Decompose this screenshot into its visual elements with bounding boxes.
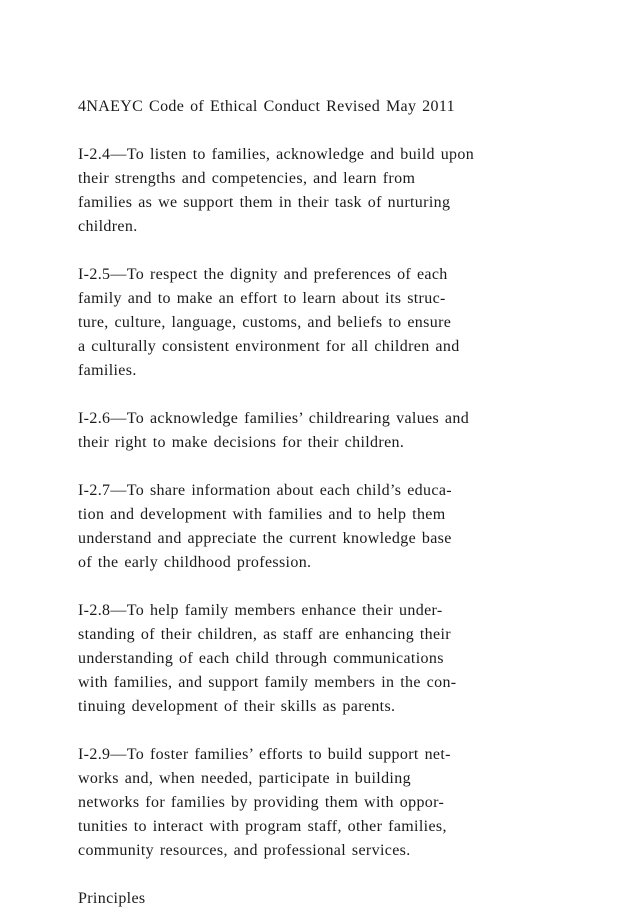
text-line: tinuing development of their skills as parents.: [78, 698, 396, 715]
paragraph-gap: [78, 383, 618, 407]
paragraph: [78, 743, 618, 863]
document-header: 4NAEYC Code of Ethical Conduct Revised May 2011: [78, 98, 455, 115]
paragraph: [78, 263, 618, 383]
text-line: understanding of each child through communications: [78, 650, 444, 667]
text-line: I-2.4—To listen to families, acknowledge and build upon: [78, 146, 475, 163]
text-line: I-2.9—To foster families’ efforts to build support net-: [78, 746, 451, 763]
text-line: of the early childhood profession.: [78, 554, 312, 571]
text-line: their strengths and competencies, and learn from: [78, 170, 416, 187]
document-page: [78, 95, 618, 911]
paragraph-gap: [78, 863, 618, 887]
paragraph-gap: [78, 239, 618, 263]
text-line: children.: [78, 218, 138, 235]
paragraph: [78, 479, 618, 575]
paragraph: [78, 407, 618, 455]
text-line: with families, and support family members in the con-: [78, 674, 457, 691]
text-line: standing of their children, as staff are enhancing their: [78, 626, 451, 643]
text-line: networks for families by providing them with oppor-: [78, 794, 445, 811]
text-line: I-2.6—To acknowledge families’ childrearing values and: [78, 410, 470, 427]
text-line: tion and development with families and to help them: [78, 506, 446, 523]
paragraph-gap: [78, 119, 618, 143]
section-heading-principles: Principles: [78, 890, 146, 907]
text-line: ture, culture, language, customs, and beliefs to ensure: [78, 314, 452, 331]
text-line: a culturally consistent environment for all children and: [78, 338, 460, 355]
paragraph-gap: [78, 575, 618, 599]
text-line: understand and appreciate the current knowledge base: [78, 530, 452, 547]
text-line: family and to make an effort to learn about its struc-: [78, 290, 446, 307]
text-line: I-2.5—To respect the dignity and preferences of each: [78, 266, 448, 283]
text-line: families.: [78, 362, 137, 379]
paragraph: [78, 599, 618, 719]
text-line: I-2.7—To share information about each child’s educa-: [78, 482, 452, 499]
paragraph-gap: [78, 455, 618, 479]
text-line: works and, when needed, participate in building: [78, 770, 411, 787]
text-line: their right to make decisions for their children.: [78, 434, 405, 451]
text-line: tunities to interact with program staff, other families,: [78, 818, 447, 835]
paragraph-gap: [78, 719, 618, 743]
text-line: I-2.8—To help family members enhance their under-: [78, 602, 443, 619]
paragraph: [78, 143, 618, 239]
text-line: community resources, and professional services.: [78, 842, 411, 859]
paragraph-list: [78, 143, 618, 887]
text-line: families as we support them in their task of nurturing: [78, 194, 451, 211]
